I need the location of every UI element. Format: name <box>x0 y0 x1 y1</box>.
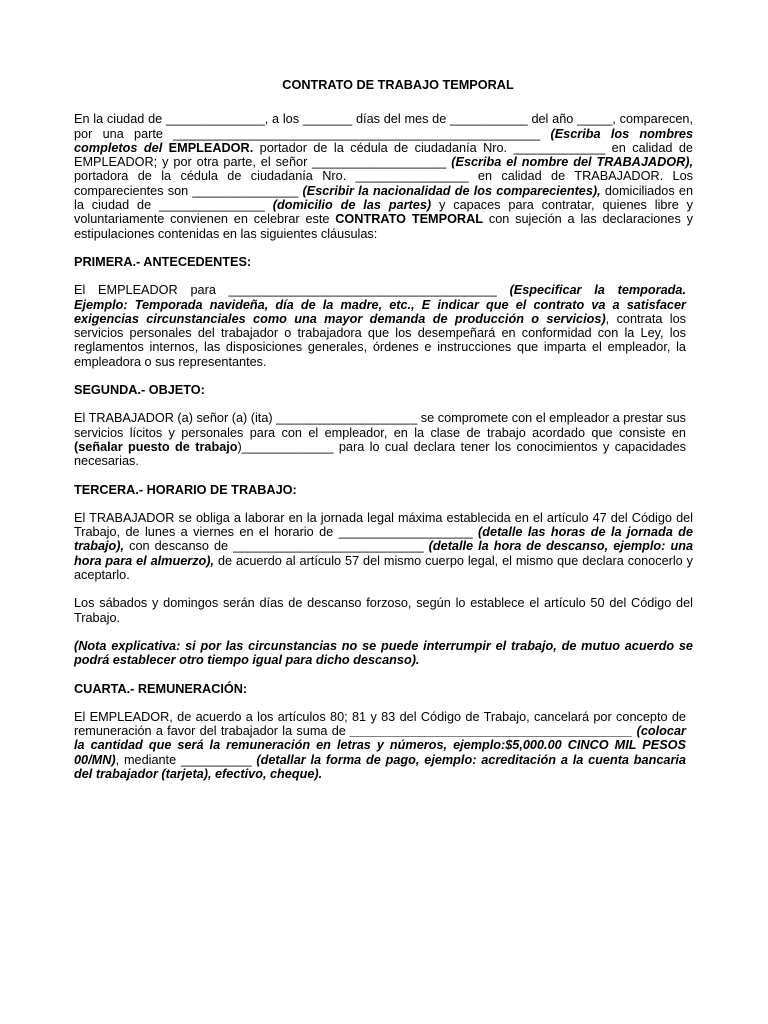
instruction-text: (detalle las horas de la jornada de trabajo), <box>74 525 693 554</box>
document-title: CONTRATO DE TRABAJO TEMPORAL <box>282 78 514 92</box>
clause-heading-cuarta: CUARTA.- REMUNERACIÓN: <box>74 681 248 696</box>
clause-text: , contrata los servicios personales del trabajador o trabajadora que los desempeñará en conformidad con la Ley, los reglamentos internos, las disposiciones generales, órdenes e instrucciones que imparta el empleador, la empleadora o sus representantes. <box>74 311 686 369</box>
clause-text: de acuerdo al artículo 57 del mismo cuerpo legal, el mismo que declara conocerlo y aceptarlo. <box>74 553 693 583</box>
instruction-text: (domicilio de las partes) <box>272 198 432 213</box>
instruction-text: (Escriba el nombre del TRABAJADOR), <box>451 155 694 170</box>
clause-heading-segunda: SEGUNDA.- OBJETO: <box>74 383 205 398</box>
instruction-text: (señalar puesto de trabajo <box>74 439 238 454</box>
instruction-text: ________________________________________ (colocar la cantidad que será la remuneración en letras y números, ejemplo:$5,000.00 CINCO MIL PESOS 00/MN) <box>74 724 686 767</box>
clause-text: El EMPLEADOR para ______________________________________ <box>74 283 510 298</box>
intro-text: En la ciudad de ______________, a los _______ días del mes de ___________ del año _____, comparecen, por una parte ____________________________________________________ <box>74 112 693 141</box>
instruction-text: (detalle la hora de descanso, ejemplo: una hora para el almuerzo), <box>74 539 693 568</box>
instruction-text: (Escriba los nombres completos del <box>74 126 694 155</box>
clause-text: , mediante __________ <box>115 752 257 767</box>
clause-body-cuarta <box>74 710 686 781</box>
intro-text: portador de la cédula de ciudadanía Nro. _____________ en calidad de EMPLEADOR; y por otra parte, el señor ___________________ <box>74 140 693 170</box>
document-page <box>74 78 693 795</box>
clause-text: )_____________ para lo cual declara tener los conocimientos y capacidades necesarias. <box>74 439 686 469</box>
intro-text: portadora de la cédula de ciudadanía Nro. ________________ en calidad de TRABAJADOR. Los comparecientes son _______________ <box>74 169 693 198</box>
intro-text: con sujeción a las declaraciones y estipulaciones contenidas en las siguientes cláusulas: <box>74 212 693 241</box>
intro-text: domiciliados en la ciudad de _______________ <box>74 183 693 213</box>
emphasis-text: EMPLEADOR. <box>168 140 254 155</box>
instruction-text: (detallar la forma de pago, ejemplo: acreditación a la cuenta bancaria del trabajador (tarjeta), efectivo, cheque). <box>74 752 686 781</box>
clause-body-primera <box>74 283 686 369</box>
clause-heading-tercera: TERCERA.- HORARIO DE TRABAJO: <box>74 482 297 497</box>
clause-heading-primera: PRIMERA.- ANTECEDENTES: <box>74 254 252 269</box>
clause-body-tercera <box>74 511 693 582</box>
intro-paragraph <box>74 112 693 241</box>
intro-text: y capaces para contratar, quienes libre y voluntariamente convienen en celebrar este <box>74 198 693 227</box>
instruction-text: (Especificar la temporada. Ejemplo: Temporada navideña, día de la madre, etc., E indicar que el contrato va a satisfacer exigencias circunstanciales como una mayor demanda de producción o servicios) <box>74 283 686 326</box>
instruction-text: (Escribir la nacionalidad de los comparecientes), <box>302 183 601 198</box>
explanatory-note: (Nota explicativa: si por las circunstancias no se puede interrumpir el trabajo, de mutuo acuerdo se podrá establecer otro tiempo igual para dicho descanso). <box>74 638 693 668</box>
clause-text: con descanso de ___________________________ <box>124 539 429 554</box>
clause-text: El TRABAJADOR (a) señor (a) (ita) ____________________ se compromete con el empleador a prestar sus servicios lícitos y personales para con el empleador, en la clase de trabajo acordado que consiste en <box>74 411 686 440</box>
clause-text: El TRABAJADOR se obliga a laborar en la jornada legal máxima establecida en el artículo 47 del Código del Trabajo, de lunes a viernes en el horario de ___________________ <box>74 510 693 540</box>
clause-body-segunda <box>74 411 686 468</box>
rest-days-paragraph: Los sábados y domingos serán días de descanso forzoso, según lo establece el artículo 50 del Código del Trabajo. <box>74 596 693 625</box>
clause-text: El EMPLEADOR, de acuerdo a los artículos 80; 81 y 83 del Código de Trabajo, cancelará por concepto de remuneración a favor del trabajador la suma de <box>74 709 686 739</box>
emphasis-text: CONTRATO TEMPORAL <box>335 212 484 227</box>
